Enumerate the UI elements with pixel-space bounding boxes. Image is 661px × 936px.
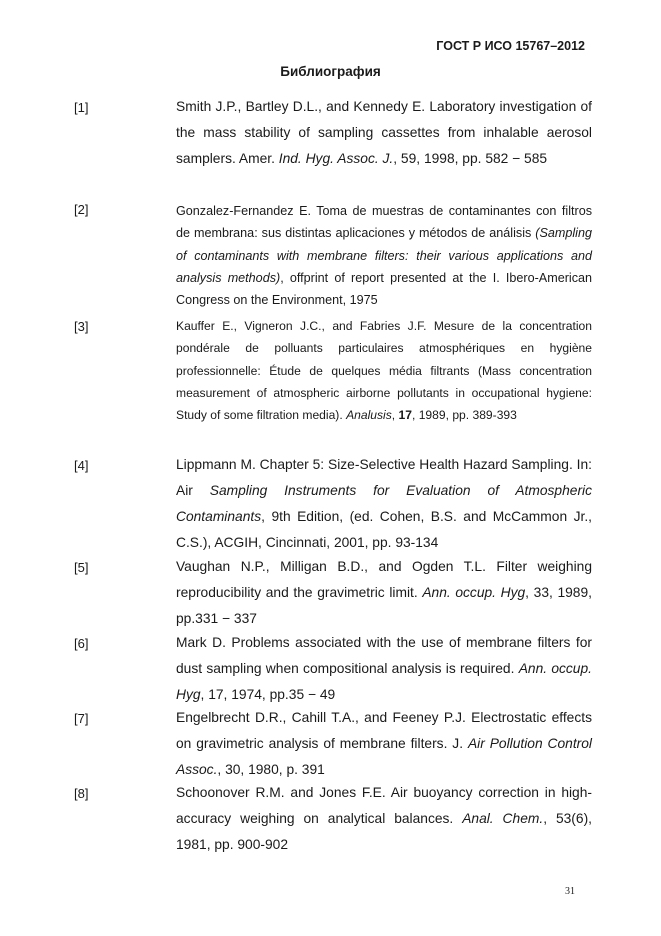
reference-text [176,780,592,858]
text-segment: Kauffer E., Vigneron J.C., and Fabries J.F. Mesure de la concentration pondérale de polluants particulaires atmosphériques en hygiène professionnelle: Étude de quelques média filtrants (Mass concentration measurement of atmospheric airborne pollutants in occupational hygiene: Study of some filtration media). [176,319,592,423]
italic-segment: Anal. Chem. [462,811,544,826]
page-number: 31 [565,886,575,897]
italic-segment: Ann. occup. Hyg [422,585,526,600]
italic-segment: Sampling Instruments for Evaluation of Atmospheric Contaminants [176,483,593,524]
text-segment: Schoonover R.M. and Jones F.E. Air buoyancy correction in high-accuracy weighing on analytical balances. [176,785,592,826]
text-segment: , 59, 1998, pp. 582 − 585 [393,151,548,166]
text-segment: Vaughan N.P., Milligan B.D., and Ogden T.L. Filter weighing reproducibility and the gravimetric limit. [176,559,592,600]
italic-segment: Air Pollution Control Assoc. [176,736,592,777]
italic-segment: Ann. occup. Hyg [176,661,592,702]
title-text: Библиография [280,64,381,79]
text-segment: Gonzalez-Fernandez E. Toma de muestras de contaminantes con filtros de membrana: sus distintas aplicaciones y métodos de análisis [176,204,592,241]
standard-designation: ГОСТ Р ИСО 15767–2012 [436,39,585,53]
text-segment: Smith J.P., Bartley D.L., and Kennedy E. Laboratory investigation of the mass stability of sampling cassettes from inhalable aerosol samplers. Amer. [176,99,592,166]
reference-number: [4] [74,458,89,473]
reference-number: [7] [74,711,89,726]
text-segment: Lippmann M. Chapter 5: Size-Selective Health Hazard Sampling. In: Air [176,457,592,498]
text-segment: , 9th Edition, (ed. Cohen, B.S. and McCammon Jr., C.S.), ACGIH, Cincinnati, 2001, pp. 93-134 [176,509,592,550]
page-title [0,64,661,79]
text-segment: , 53(6), 1981, pp. 900-902 [176,811,592,852]
text-segment: , offprint of report presented at the I. Ibero-American Congress on the Environment, 1975 [176,270,592,308]
text-segment: , 33, 1989, pp.331 − 337 [176,585,592,626]
reference-number: [1] [74,100,89,115]
text-segment: , 17, 1974, pp.35 − 49 [200,687,336,702]
reference-number: [5] [74,560,89,575]
reference-number: [8] [74,786,89,801]
reference-number: [2] [74,202,89,217]
italic-segment: Analusis [346,408,392,423]
reference-text [176,94,592,172]
reference-text [176,315,592,426]
reference-number: [3] [74,319,89,334]
text-segment: , [391,408,399,423]
reference-text [176,630,592,708]
reference-text [176,200,592,311]
italic-segment: (Sampling of contaminants with membrane filters: their various applications and analysis methods) [176,226,592,285]
text-segment: , 30, 1980, p. 391 [217,762,325,777]
text-segment: Engelbrecht D.R., Cahill T.A., and Feeney P.J. Electrostatic effects on gravimetric analysis of membrane filters. J. [176,710,592,751]
bold-segment: 17 [398,408,412,423]
reference-number: [6] [74,636,89,651]
text-segment: Mark D. Problems associated with the use of membrane filters for dust sampling when compositional analysis is required. [176,635,592,676]
text-segment: , 1989, pp. 389-393 [411,408,517,423]
reference-text [176,705,592,783]
reference-text [176,554,592,632]
italic-segment: Ind. Hyg. Assoc. J. [278,151,394,166]
reference-text [176,452,592,556]
